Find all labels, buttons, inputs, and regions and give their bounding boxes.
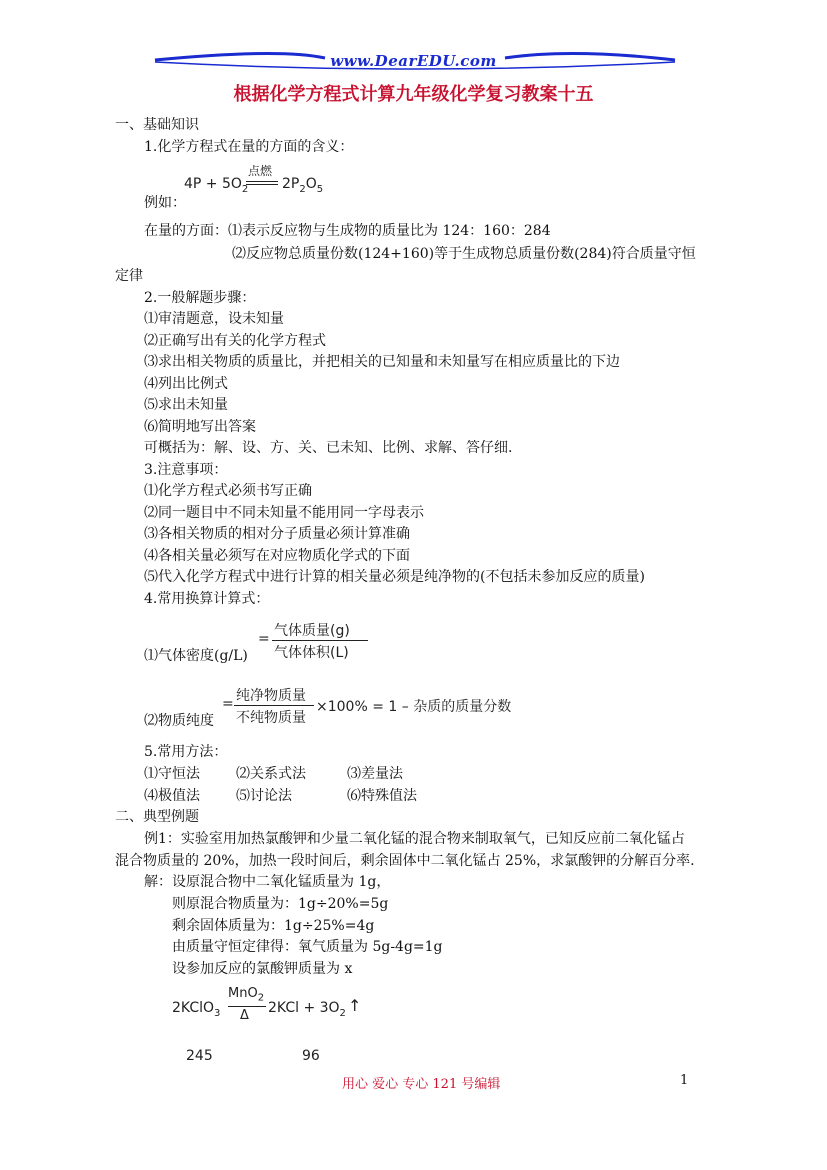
gas-arrow: ↑ (348, 996, 362, 1015)
method-5: ⑸讨论法 (236, 788, 292, 804)
note-5: ⑸代入化学方程式中进行计算的相关量必须是纯净物的(不包括未参加反应的质量) (144, 569, 645, 585)
meaning-line-3: 定律 (115, 268, 143, 284)
steps-summary: 可概括为：解、设、方、关、已未知、比例、求解、答仔细. (144, 440, 513, 456)
item-common-methods: 5.常用方法： (144, 744, 228, 760)
solution-line-1: 解：设原混合物中二氧化锰质量为 1g， (144, 874, 391, 890)
example-label: 例如： (144, 195, 186, 211)
note-3: ⑶各相关物质的相对分子质量必须计算准确 (144, 526, 410, 542)
solution-line-5: 设参加反应的氯酸钾质量为 x (172, 961, 353, 977)
meaning-line-2: ⑵反应物总质量份数(124+160)等于生成物总质量份数(284)符合质量守恒 (232, 246, 696, 262)
formula-purity: = 纯净物质量 不纯物质量 ×100% = 1 – 杂质的质量分数 (222, 688, 512, 726)
note-1: ⑴化学方程式必须书写正确 (144, 483, 312, 499)
method-3: ⑶差量法 (347, 766, 403, 782)
step-6: ⑹简明地写出答案 (144, 419, 256, 435)
item-equation-meaning: 1.化学方程式在量的方面的含义： (144, 139, 354, 155)
section-typical-examples: 二、典型例题 (115, 809, 199, 825)
section-basic-knowledge: 一、基础知识 (115, 117, 199, 133)
item-notes: 3.注意事项： (144, 462, 228, 478)
mass-kclo3: 245 (186, 1048, 213, 1064)
meaning-line-1: 在量的方面：⑴表示反应物与生成物的质量比为 124：160：284 (144, 223, 551, 239)
condition-heat: Δ (240, 1008, 249, 1023)
equation-potassium-chlorate: 2KClO$_3$ MnO$_2$ Δ $2KCl + 3O_2$ ↑ (172, 986, 362, 1023)
method-6: ⑹特殊值法 (347, 788, 417, 804)
step-5: ⑸求出未知量 (144, 397, 228, 413)
formula-gas-density: = 气体质量(g) 气体体积(L) (258, 620, 378, 664)
note-4: ⑷各相关量必须写在对应物质化学式的下面 (144, 548, 410, 564)
item-conversion-formulas: 4.常用换算计算式： (144, 591, 270, 607)
equation-phosphorus: $4P + 5O_2$ 点燃 $2P_2O_5$ (184, 164, 324, 195)
example1-line-1: 例1：实验室用加热氯酸钾和少量二氧化锰的混合物来制取氧气，已知反应前二氧化锰占 (144, 831, 685, 847)
solution-line-4: 由质量守恒定律得：氧气质量为 5g-4g=1g (172, 939, 443, 955)
mass-o2: 96 (302, 1048, 320, 1064)
method-1: ⑴守恒法 (144, 766, 200, 782)
solution-line-2: 则原混合物质量为：1g÷20%=5g (172, 896, 389, 912)
step-4: ⑷列出比例式 (144, 376, 228, 392)
site-logo-text: www.DearEDU.com (330, 52, 497, 70)
item-solving-steps: 2.一般解题步骤： (144, 290, 256, 306)
catalyst-mno2: MnO$_2$ (228, 986, 265, 1004)
condition-ignite: 点燃 (248, 164, 273, 178)
formula-purity-label: ⑵物质纯度 (144, 713, 214, 729)
solution-line-3: 剩余固体质量为：1g÷25%=4g (172, 918, 375, 934)
step-3: ⑶求出相关物质的质量比，并把相关的已知量和未知量写在相应质量比的下边 (144, 354, 620, 370)
page-number: 1 (680, 1073, 689, 1088)
formula-gas-density-label: ⑴气体密度(g/L) (144, 648, 248, 664)
step-1: ⑴审清题意，设未知量 (144, 311, 284, 327)
example1-line-2: 混合物质量的 20%，加热一段时间后，剩余固体中二氧化锰占 25%，求氯酸钾的分解百分率. (115, 853, 695, 869)
page-title: 根据化学方程式计算九年级化学复习教案十五 (233, 84, 594, 105)
method-2: ⑵关系式法 (236, 766, 306, 782)
method-4: ⑷极值法 (144, 788, 200, 804)
note-2: ⑵同一题目中不同未知量不能用同一字母表示 (144, 505, 424, 521)
step-2: ⑵正确写出有关的化学方程式 (144, 333, 326, 349)
footer-text: 用心 爱心 专心 121 号编辑 (342, 1077, 501, 1092)
